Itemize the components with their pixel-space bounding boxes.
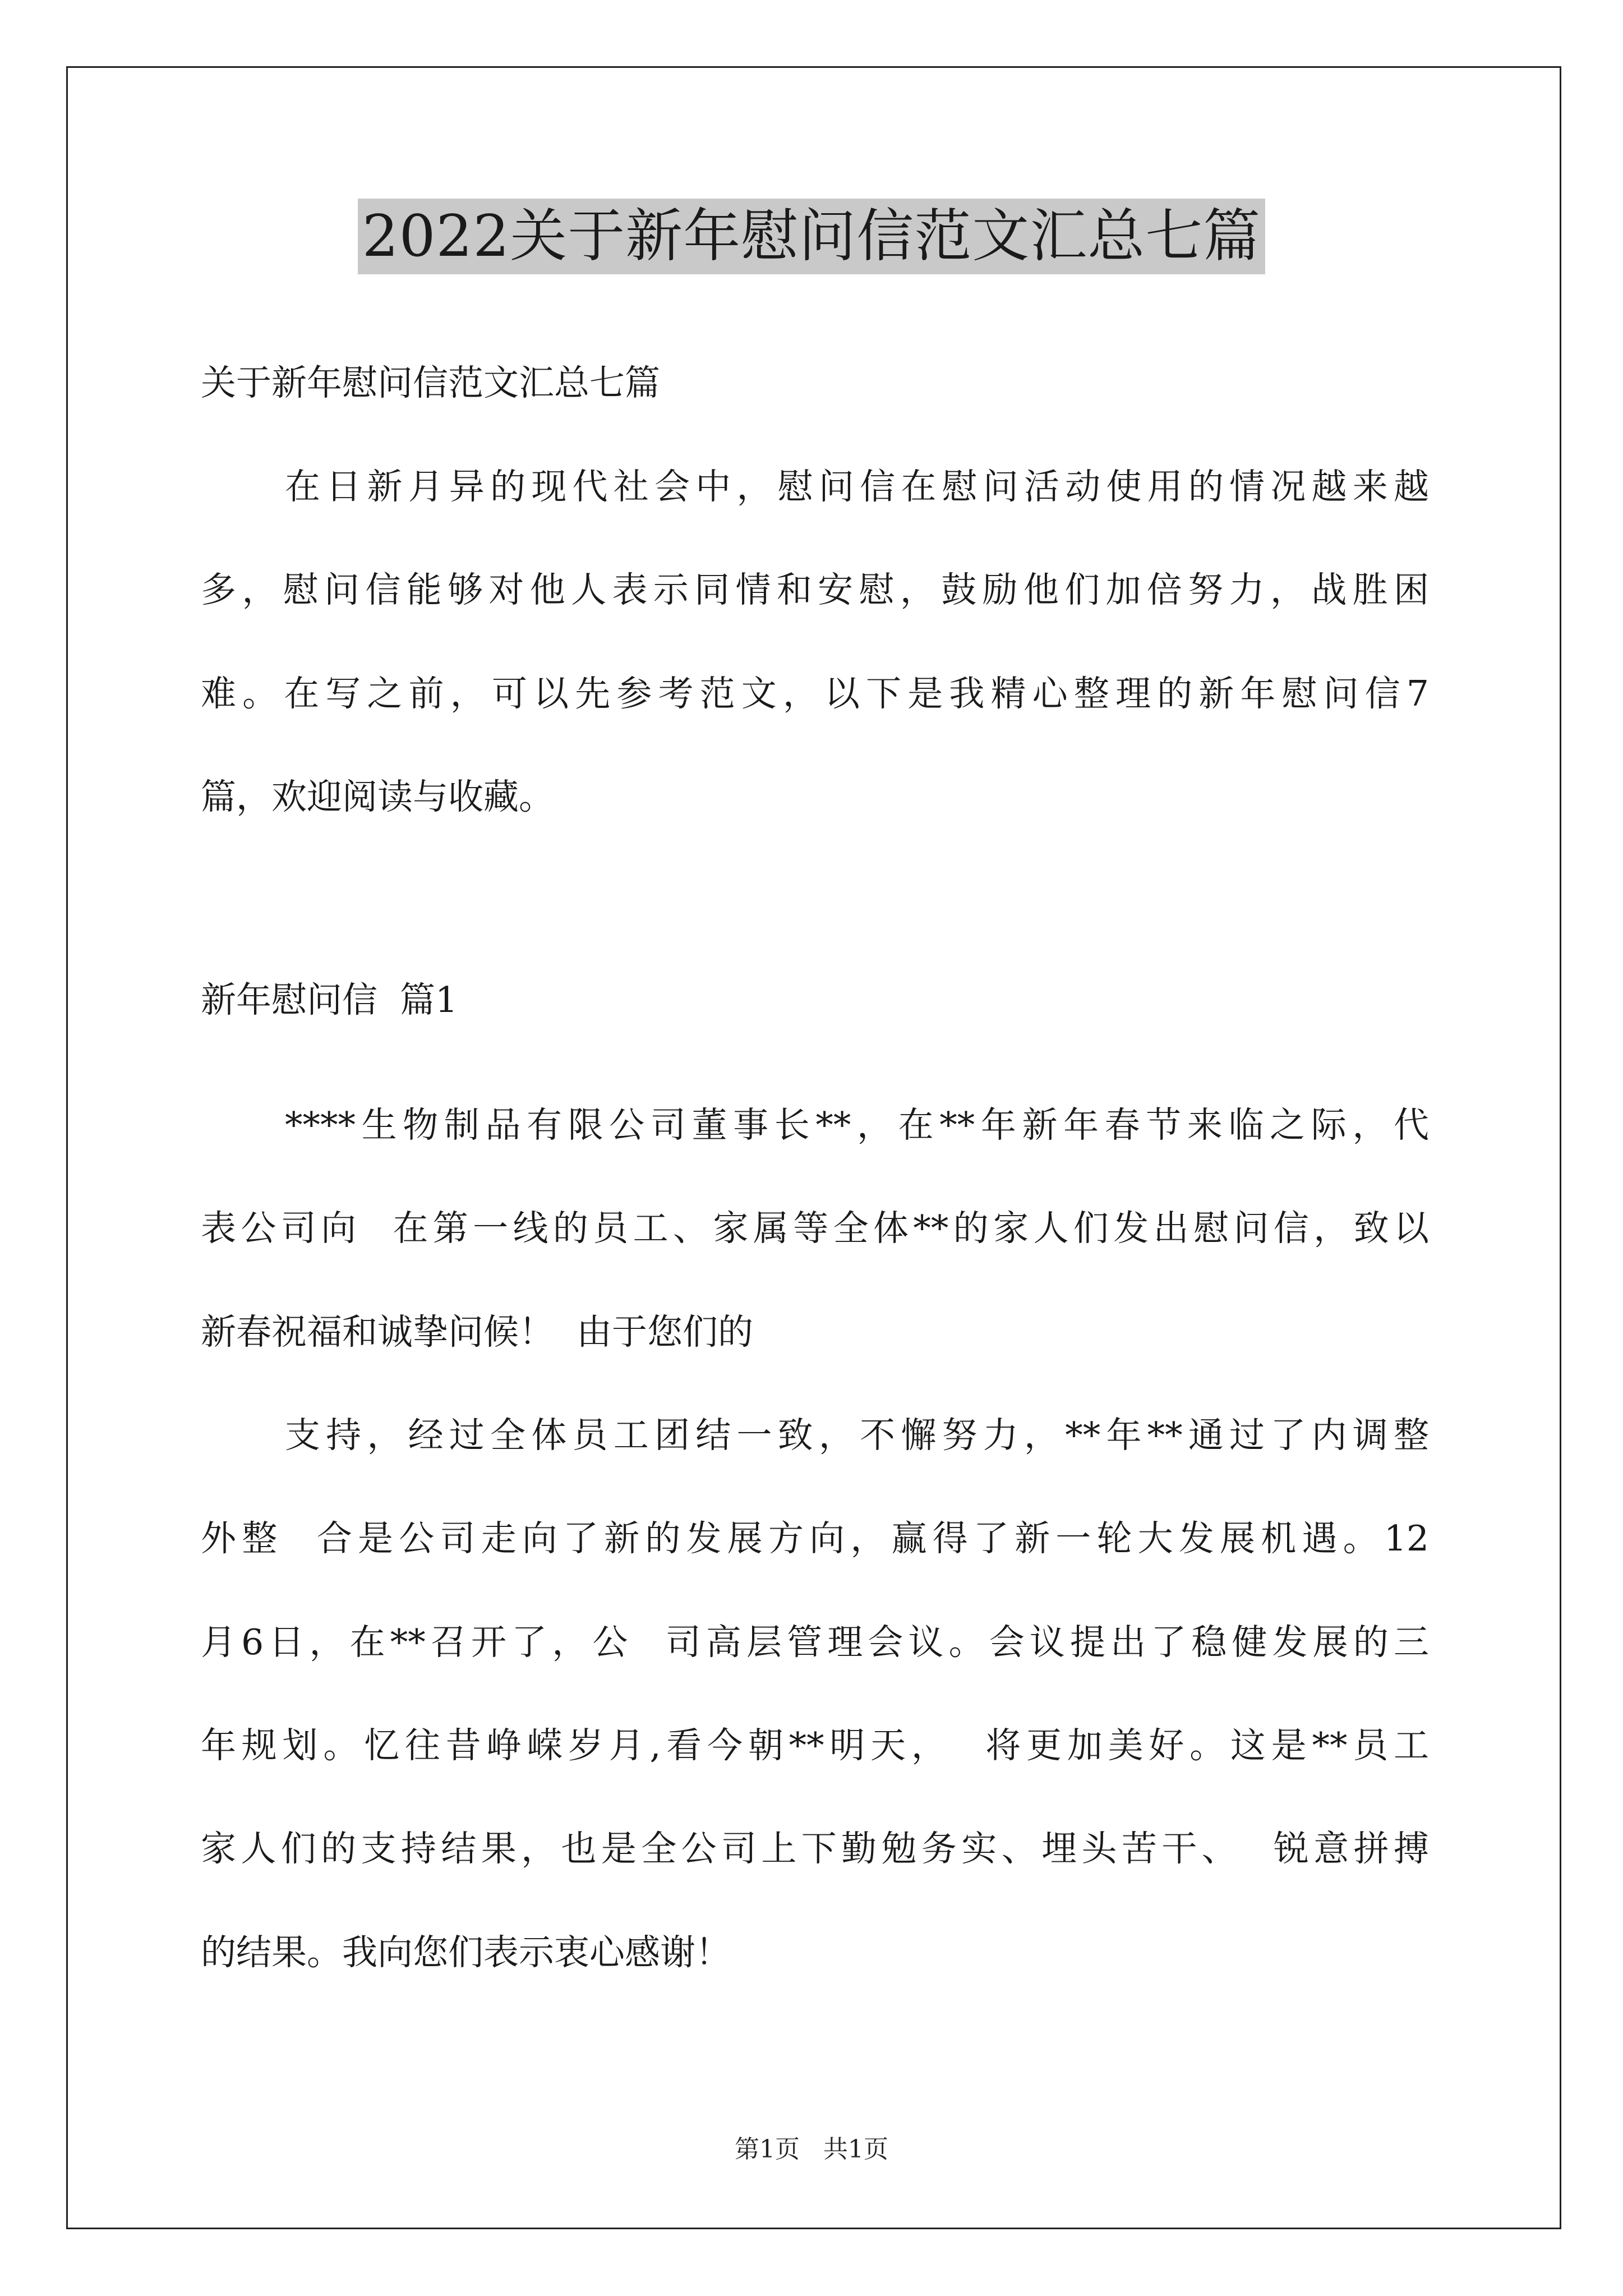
intro-line: 篇，欢迎阅读与收藏。 [201,776,554,817]
section-line: ****生物制品有限公司董事长**，在**年新年春节来临之际，代 [285,1105,1429,1145]
section-line: 支持，经过全体员工团结一致，不懈努力，**年**通过了内调整 [285,1415,1429,1456]
section-line: 外整 合是公司走向了新的发展方向，赢得了新一轮大发展机遇。12 [201,1518,1429,1559]
section-line: 的结果。我向您们表示衷心感谢！ [201,1932,731,1973]
intro-line: 多，慰问信能够对他人表示同情和安慰，鼓励他们加倍努力，战胜困 [201,569,1429,610]
section-line: 家人们的支持结果，也是全公司上下勤勉务实、埋头苦干、 锐意拼搏 [201,1828,1429,1869]
section-line: 月6日，在**召开了，公 司高层管理会议。会议提出了稳健发展的三 [201,1622,1429,1663]
section-line: 新春祝福和诚挚问候！ 由于您们的 [201,1312,754,1352]
section-line: 表公司向 在第一线的员工、家属等全体**的家人们发出慰问信，致以 [201,1208,1429,1249]
document-title [0,197,1623,276]
document-title-text: 2022关于新年慰问信范文汇总七篇 [358,199,1266,274]
intro-line: 难。在写之前，可以先参考范文，以下是我精心整理的新年慰问信7 [201,673,1429,714]
intro-line: 在日新月异的现代社会中，慰问信在慰问活动使用的情况越来越 [285,466,1429,507]
section-heading: 新年慰问信 篇1 [201,979,458,1020]
page-footer: 第1页 共1页 [735,2135,888,2164]
document-subtitle: 关于新年慰问信范文汇总七篇 [201,362,660,403]
section-line: 年规划。忆往昔峥嵘岁月,看今朝**明天， 将更加美好。这是**员工 [201,1725,1429,1766]
